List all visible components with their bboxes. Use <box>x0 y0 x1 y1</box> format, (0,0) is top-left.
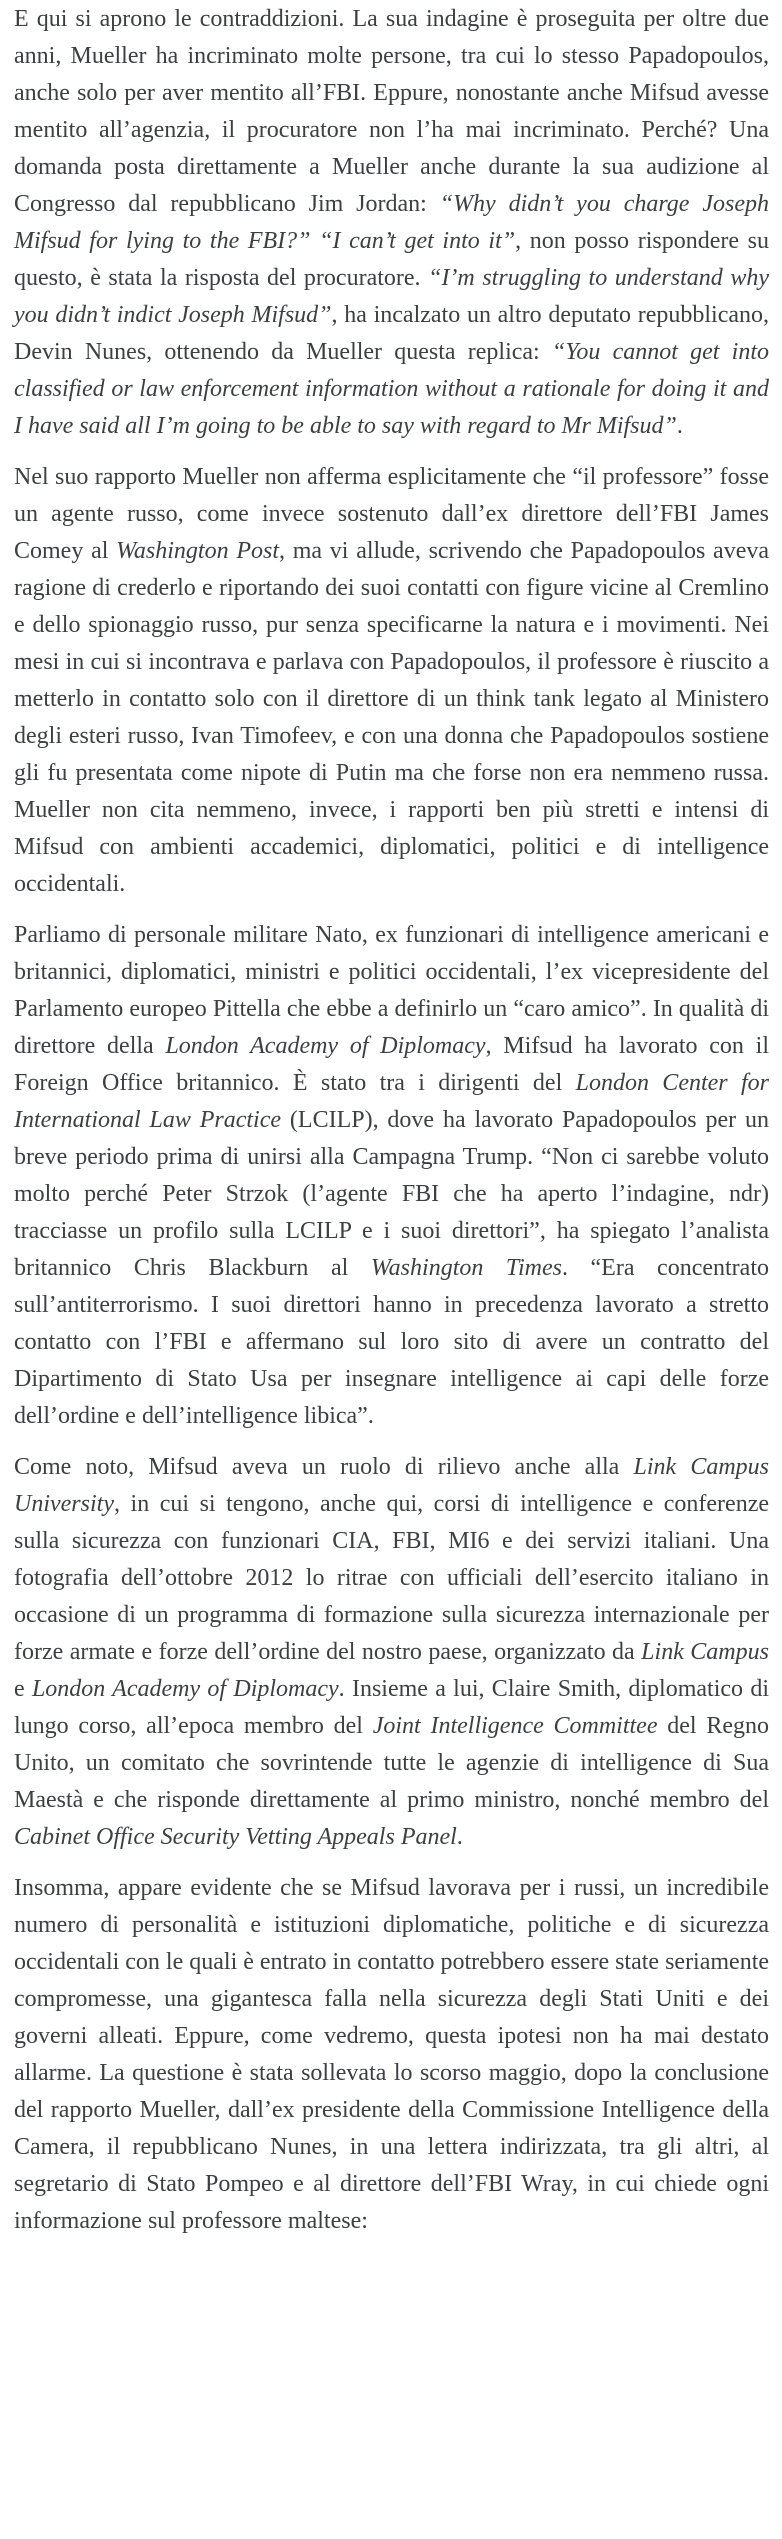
text-run-italic: Cabinet Office Security Vetting Appeals Panel <box>14 1824 457 1850</box>
text-run-italic: Link Campus <box>641 1639 769 1665</box>
text-run: del Regno Unito, un comitato che sovrintende tutte le agenzie di intelligence di Sua Maestà e che risponde direttamente al primo ministro, nonché membro del <box>14 1713 770 1813</box>
text-run-italic: “Why didn’t you charge Joseph Mifsud for lying to the FBI?” “I can’t get into it” <box>14 191 769 254</box>
text-run: , Mifsud ha lavorato con il Foreign Office britannico. È stato tra i dirigenti del <box>14 1033 769 1096</box>
text-run: . “Era concentrato sull’antiterrorismo. I suoi direttori hanno in precedenza lavorato a stretto contatto con l’FBI e affermano sul loro sito di avere un contratto del Dipartimento di Stato Usa per insegnare intelligence ai capi delle forze dell’ordine e dell’intelligence libica”. <box>14 1255 769 1429</box>
text-run-italic: London Academy of Diplomacy <box>165 1033 486 1059</box>
paragraph <box>14 1870 769 2240</box>
text-run: Insomma, appare evidente che se Mifsud lavorava per i russi, un incredibile numero di personalità e istituzioni diplomatiche, politiche e di sicurezza occidentali con le quali è entrato in contatto potrebbero essere state seriamente compromesse, una gigantesca falla nella sicurezza degli Stati Uniti e dei governi alleati. Eppure, come vedremo, questa ipotesi non ha mai destato allarme. La questione è stata sollevata lo scorso maggio, dopo la conclusione del rapporto Mueller, dall’ex presidente della Commissione Intelligence della Camera, il repubblicano Nunes, in una lettera indirizzata, tra gli altri, al segretario di Stato Pompeo e al direttore dell’FBI Wray, in cui chiede ogni informazione sul professore maltese: <box>14 1875 770 2234</box>
text-run-italic: Washington Post <box>116 538 279 564</box>
text-run: . <box>676 413 683 439</box>
text-run-italic: London Center for International Law Practice <box>14 1070 769 1133</box>
text-run-italic: London Academy of Diplomacy <box>31 1676 339 1702</box>
text-run: . <box>456 1824 463 1850</box>
text-run: Nel suo rapporto Mueller non afferma esplicitamente che “il professore” fosse un agente russo, come invece sostenuto dall’ex direttore dell’FBI James Comey al <box>14 464 769 564</box>
text-run-italic: Joint Intelligence Committee <box>372 1713 658 1739</box>
paragraph <box>14 459 769 903</box>
paragraph <box>14 917 769 1435</box>
text-run: , non posso rispondere su questo, è stata la risposta del procuratore. <box>14 228 769 291</box>
paragraph <box>14 1 769 445</box>
text-run: , in cui si tengono, anche qui, corsi di intelligence e conferenze sulla sicurezza con funzionari CIA, FBI, MI6 e dei servizi italiani. Una fotografia dell’ottobre 2012 lo ritrae con ufficiali dell’esercito italiano in occasione di un programma di formazione sulla sicurezza internazionale per forze armate e forze dell’ordine del nostro paese, organizzato da <box>14 1491 769 1665</box>
text-run: e <box>14 1676 32 1702</box>
text-run: Come noto, Mifsud aveva un ruolo di rilievo anche alla <box>14 1454 634 1480</box>
text-run-italic: Link Campus University <box>14 1454 769 1517</box>
text-run: Parliamo di personale militare Nato, ex funzionari di intelligence americani e britannici, diplomatici, ministri e politici occidentali, l’ex vicepresidente del Parlamento europeo Pittella che ebbe a definirlo un “caro amico”. In qualità di direttore della <box>14 922 769 1059</box>
text-run-italic: “I’m struggling to understand why you didn’t indict Joseph Mifsud” <box>14 265 769 328</box>
text-run: (LCILP), dove ha lavorato Papadopoulos per un breve periodo prima di unirsi alla Campagna Trump. “Non ci sarebbe voluto molto perché Peter Strzok (l’agente FBI che ha aperto l’indagine, ndr) tracciasse un profilo sulla LCILP e i suoi direttori”, ha spiegato l’analista britannico Chris Blackburn al <box>14 1107 769 1281</box>
text-run: , ma vi allude, scrivendo che Papadopoulos aveva ragione di crederlo e riportando dei suoi contatti con figure vicine al Cremlino e dello spionaggio russo, pur senza specificarne la natura e i movimenti. Nei mesi in cui si incontrava e parlava con Papadopoulos, il professore è riuscito a metterlo in contatto solo con il direttore di un think tank legato al Ministero degli esteri russo, Ivan Timofeev, e con una donna che Papadopoulos sostiene gli fu presentata come nipote di Putin ma che forse non era nemmeno russa. Mueller non cita nemmeno, invece, i rapporti ben più stretti e intensi di Mifsud con ambienti accademici, diplomatici, politici e di intelligence occidentali. <box>14 538 769 897</box>
text-run-italic: “You cannot get into classified or law enforcement information without a rationale for doing it and I have said all I’m going to be able to say with regard to Mr Mifsud” <box>14 339 769 439</box>
text-run: , ha incalzato un altro deputato repubblicano, Devin Nunes, ottenendo da Mueller questa replica: <box>14 302 769 365</box>
paragraph <box>14 1449 769 1856</box>
text-run: . Insieme a lui, Claire Smith, diplomatico di lungo corso, all’epoca membro del <box>14 1676 769 1739</box>
text-run-italic: Washington Times <box>370 1255 562 1281</box>
text-run: E qui si aprono le contraddizioni. La sua indagine è proseguita per oltre due anni, Mueller ha incriminato molte persone, tra cui lo stesso Papadopoulos, anche solo per aver mentito all’FBI. Eppure, nonostante anche Mifsud avesse mentito all’agenzia, il procuratore non l’ha mai incriminato. Perché? Una domanda posta direttamente a Mueller anche durante la sua audizione al Congresso dal repubblicano Jim Jordan: <box>14 6 769 217</box>
